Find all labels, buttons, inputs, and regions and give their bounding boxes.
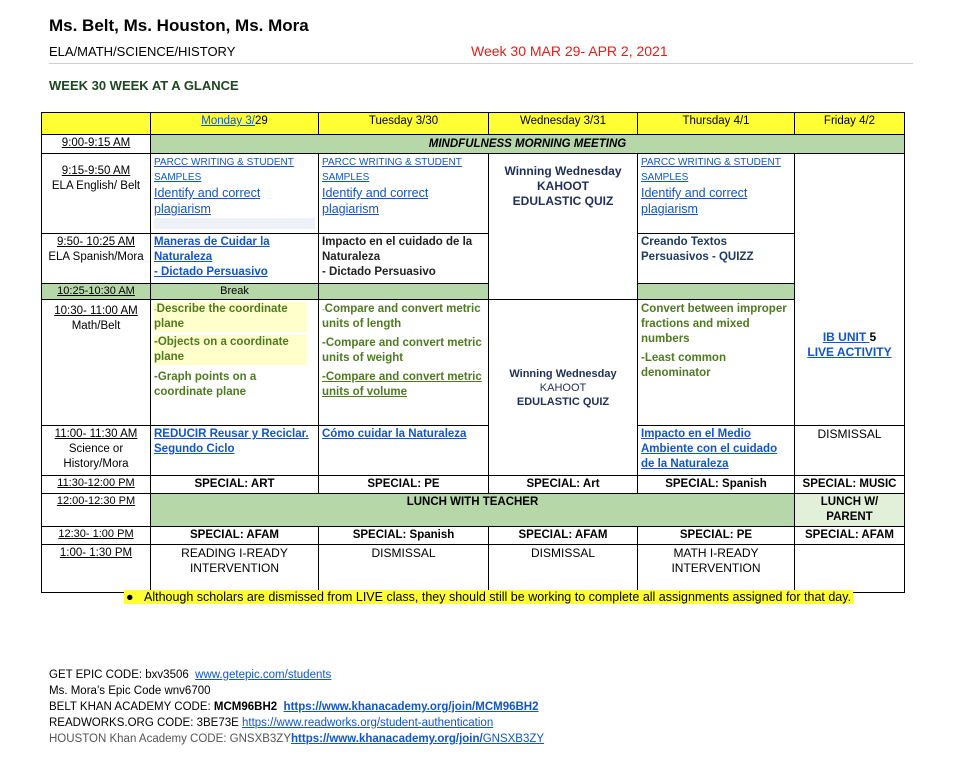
metric-weight: -Compare and convert metric units of weight [322, 337, 482, 364]
naturaleza-link[interactable]: Naturaleza [154, 251, 213, 263]
identify-mon-a[interactable]: Identify and correct [154, 186, 261, 200]
day-header-row [42, 113, 905, 135]
day-tuesday: Tuesday 3/30 [319, 113, 489, 135]
note-text: Although scholars are dismissed from LIVE class, they should still be working to complete all assignments assigned for that day. [143, 590, 852, 604]
houston-label: HOUSTON Khan Academy CODE: GNSXB3ZY [49, 733, 292, 745]
day-wednesday: Wednesday 3/31 [489, 113, 638, 135]
edulastic-quiz: EDULASTIC QUIZ [512, 194, 614, 208]
thu-math-iready [638, 545, 795, 593]
khan-link[interactable]: https://www.khanacademy.org/join/MCM96BH2 [283, 701, 539, 713]
ib-unit-number: 5 [869, 329, 877, 344]
como-cuidar-link[interactable]: Cómo cuidar la Naturaleza [322, 428, 467, 440]
parcc-link-tue-2[interactable]: SAMPLES [322, 172, 370, 183]
ela-spanish-label: ELA Spanish/Mora [48, 251, 144, 263]
break-tue [319, 284, 489, 300]
fri-ib-block [795, 154, 905, 426]
impacto-medio-link[interactable]: Impacto en el Medio [641, 428, 751, 440]
time-9-15-label: 9:15-9:50 AM [61, 165, 131, 177]
break-thu [638, 284, 795, 300]
identify-link-mon[interactable] [154, 185, 315, 217]
reading-iready: READING I-READY [181, 546, 288, 560]
row-ela-english [42, 154, 905, 234]
science-or: Science or [68, 443, 124, 455]
parcc-link-tue[interactable]: PARCC WRITING & STUDENT [322, 157, 462, 168]
parcc-link-mon[interactable]: PARCC WRITING & STUDENT [154, 157, 294, 168]
thu-science [638, 426, 795, 476]
fri-special-music: SPECIAL: MUSIC [795, 476, 905, 494]
identify-tue-a[interactable]: Identify and correct [322, 186, 429, 200]
blank-bar [154, 218, 315, 229]
week-at-a-glance-heading: WEEK 30 WEEK AT A GLANCE [49, 78, 239, 93]
monday-link[interactable]: Monday 3/ [201, 115, 255, 127]
persuasivos-quizz: Persuasivos - QUIZZ [641, 251, 754, 263]
metric-length: Compare and convert metric units of length [322, 303, 481, 330]
time-1-00: 1:00- 1:30 PM [42, 545, 151, 593]
parcc-link-thu[interactable]: PARCC WRITING & STUDENT [641, 157, 781, 168]
break-label: Break [151, 284, 319, 300]
row-lunch [42, 494, 905, 527]
kahoot-label: KAHOOT [537, 179, 589, 193]
tue-special-spanish: SPECIAL: Spanish [319, 527, 489, 545]
identify-tue-b[interactable]: plagiarism [322, 202, 379, 216]
tue-ela-english [319, 154, 489, 234]
time-12-00: 12:00-12:30 PM [42, 494, 151, 527]
thu-special-spanish: SPECIAL: Spanish [638, 476, 795, 494]
describe-coordinate: Describe the coordinate plane [154, 303, 288, 330]
fri-empty [795, 545, 905, 593]
intervention-thu: INTERVENTION [671, 561, 761, 575]
houston-link[interactable]: https://www.khanacademy.org/join/ [291, 733, 483, 745]
fri-dismissal: DISMISSAL [795, 426, 905, 476]
row-ela-spanish [42, 234, 905, 284]
footer-epic [49, 667, 331, 683]
math-iready: MATH I-READY [673, 546, 759, 560]
dictado-text: - Dictado Persuasivo [322, 266, 436, 278]
improper-fractions: Convert between improper fractions and mixed numbers [641, 303, 787, 345]
lunch-with-parent: LUNCH W/ PARENT [795, 494, 905, 527]
row-break [42, 284, 905, 300]
mon-math: -Describe the coordinate plane -Objects on a coordinate plane -Graph points on a coordinate plane [151, 300, 319, 426]
naturaleza-text: Naturaleza [322, 251, 381, 263]
footer-khan [49, 699, 539, 715]
week-range: Week 30 MAR 29- APR 2, 2021 [471, 43, 668, 59]
time-9-15 [42, 154, 151, 234]
tue-special-pe: SPECIAL: PE [319, 476, 489, 494]
time-9-50 [42, 234, 151, 284]
parcc-link-mon-2[interactable]: SAMPLES [154, 172, 202, 183]
least-common-denominator: -Least common denominator [641, 352, 726, 379]
day-monday [151, 113, 319, 135]
time-11-00-label: 11:00- 11:30 AM [54, 428, 138, 440]
ambiente-link[interactable]: Ambiente con el cuidado [641, 443, 778, 455]
lunch-with-teacher: LUNCH WITH TEACHER [151, 494, 795, 527]
row-mindfulness [42, 135, 905, 154]
naturaleza-link-thu[interactable]: de la Naturaleza [641, 458, 729, 470]
math-belt-label: Math/Belt [71, 320, 121, 332]
mon-ela-english [151, 154, 319, 234]
thu-ela-english [638, 154, 795, 234]
readworks-link[interactable]: https://www.readworks.org/student-authentication [242, 717, 494, 729]
time-10-25: 10:25-10:30 AM [42, 284, 151, 300]
mon-reading-iready [151, 545, 319, 593]
objects-coordinate: -Objects on a coordinate plane [154, 335, 307, 365]
page-title: Ms. Belt, Ms. Houston, Ms. Mora [49, 16, 309, 35]
ela-english-label: ELA English/ Belt [51, 180, 141, 192]
time-11-30: 11:30-12:00 PM [42, 476, 151, 494]
live-activity-link[interactable]: LIVE ACTIVITY [807, 344, 892, 359]
row-science [42, 426, 905, 476]
history-mora: History/Mora [63, 458, 129, 470]
identify-thu-a[interactable]: Identify and correct [641, 186, 748, 200]
mon-special-art: SPECIAL: ART [151, 476, 319, 494]
kahoot-label-2: KAHOOT [539, 381, 587, 394]
wed-special-afam: SPECIAL: AFAM [489, 527, 638, 545]
footer-houston [49, 731, 544, 747]
houston-link-code[interactable]: GNSXB3ZY [482, 733, 545, 745]
thu-special-pe: SPECIAL: PE [638, 527, 795, 545]
dismissal-note [124, 590, 853, 604]
identify-mon-b[interactable]: plagiarism [154, 202, 211, 216]
time-11-00 [42, 426, 151, 476]
khan-code: MCM96BH2 [213, 701, 278, 713]
time-12-30: 12:30- 1:00 PM [42, 527, 151, 545]
khan-label: BELT KHAN ACADEMY CODE: [49, 701, 214, 713]
monday-date: 29 [254, 115, 268, 127]
intervention-mon: INTERVENTION [189, 561, 280, 575]
parcc-link-thu-2[interactable]: SAMPLES [641, 172, 689, 183]
identify-link-tue[interactable] [322, 185, 485, 217]
reducir-link[interactable]: REDUCIR Reusar y Reciclar. [154, 428, 309, 440]
subjects-line: ELA/MATH/SCIENCE/HISTORY [49, 44, 236, 59]
header-divider [49, 63, 913, 64]
metric-volume[interactable]: -Compare and convert metric units of volume [322, 371, 482, 398]
maneras-link[interactable]: Maneras de Cuidar la [154, 236, 270, 248]
impacto-text: Impacto en el cuidado de la [322, 236, 473, 248]
creando-textos: Creando Textos [641, 236, 728, 248]
footer-readworks [49, 715, 493, 731]
mon-science [151, 426, 319, 476]
day-friday: Friday 4/2 [795, 113, 905, 135]
time-10-30 [42, 300, 151, 426]
mon-special-afam: SPECIAL: AFAM [151, 527, 319, 545]
time-10-30-label: 10:30- 11:00 AM [54, 305, 138, 317]
mon-ela-spanish [151, 234, 319, 284]
dictado-link[interactable]: - Dictado Persuasivo [154, 266, 268, 278]
thu-math [638, 300, 795, 426]
segundo-ciclo-link[interactable]: Segundo Ciclo [154, 443, 235, 455]
ib-unit-link[interactable]: IB UNIT [822, 329, 870, 344]
tue-ela-spanish [319, 234, 489, 284]
day-thursday: Thursday 4/1 [638, 113, 795, 135]
thu-ela-spanish [638, 234, 795, 284]
footer-mora-epic: Ms. Mora’s Epic Code wnv6700 [49, 685, 211, 697]
tue-math: -Compare and convert metric units of length -Compare and convert metric units of weight -Compare and convert metric units of volume [319, 300, 489, 426]
winning-wednesday-2: Winning Wednesday [509, 367, 617, 380]
row-special-1 [42, 476, 905, 494]
winning-wednesday: Winning Wednesday [504, 164, 622, 178]
graph-points: -Graph points on a coordinate plane [154, 371, 257, 398]
identify-thu-b[interactable]: plagiarism [641, 202, 698, 216]
epic-link[interactable]: www.getepic.com/students [195, 669, 332, 681]
wed-dismissal: DISMISSAL [489, 545, 638, 593]
row-math [42, 300, 905, 426]
bullet-icon: ● [126, 590, 134, 604]
row-special-2 [42, 527, 905, 545]
epic-code: GET EPIC CODE: bxv3506 [49, 669, 189, 681]
tue-science [319, 426, 489, 476]
schedule-table [41, 112, 905, 593]
fri-special-afam: SPECIAL: AFAM [795, 527, 905, 545]
corner-cell [42, 113, 151, 135]
time-9-00: 9:00-9:15 AM [42, 135, 151, 154]
readworks-label: READWORKS.ORG CODE: 3BE73E [49, 717, 242, 729]
tue-dismissal: DISMISSAL [319, 545, 489, 593]
mindfulness-meeting: MINDFULNESS MORNING MEETING [151, 135, 905, 154]
wed-math-block [489, 300, 638, 476]
identify-link-thu[interactable] [641, 185, 791, 217]
wed-special-art: SPECIAL: Art [489, 476, 638, 494]
edulastic-quiz-2: EDULASTIC QUIZ [516, 395, 610, 408]
row-intervention [42, 545, 905, 593]
time-9-50-label: 9:50- 10:25 AM [57, 236, 135, 248]
wed-ela-block [489, 154, 638, 300]
